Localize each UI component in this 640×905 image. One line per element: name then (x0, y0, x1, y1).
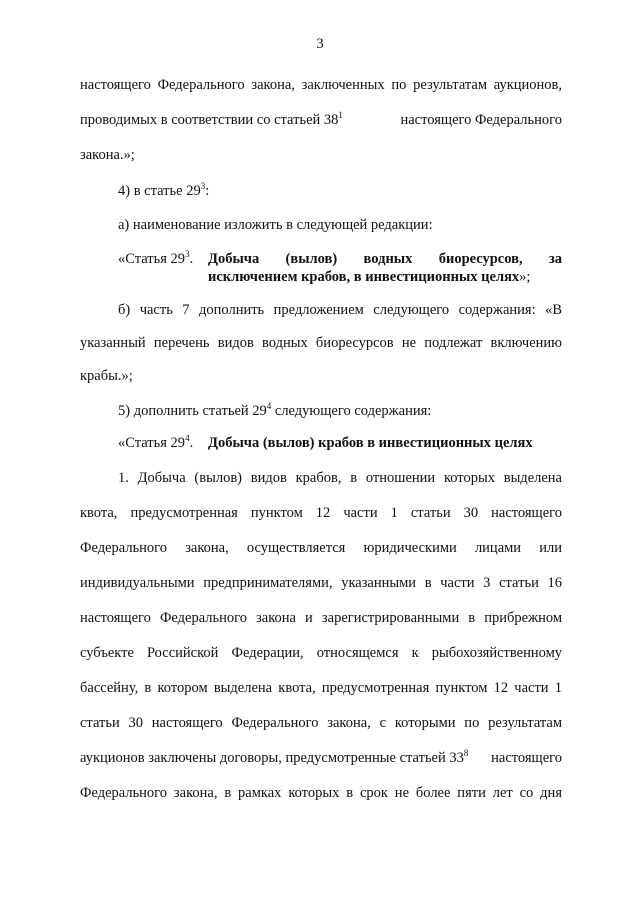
superscript: 3 (200, 181, 206, 191)
list-item-text: 4) в статье 29 (118, 183, 201, 199)
paragraph-line (80, 749, 562, 767)
paragraph-line: настоящего Федерального закона, заключенных по результатам аукционов, (80, 77, 562, 93)
superscript: 3 (185, 249, 190, 259)
list-item-text: следующего содержания: (271, 403, 432, 419)
article-heading-line: Добыча (вылов) водных биоресурсов, за (208, 251, 562, 267)
paragraph-text: аукционов заключены договоры, предусмотренные статьей 33 (80, 750, 464, 766)
paragraph-line: б) часть 7 дополнить предложением следующего содержания: «В (118, 302, 562, 318)
superscript: 8 (463, 748, 469, 758)
paragraph-line: квота, предусмотренная пунктом 12 части 1 статьи 30 настоящего (80, 505, 562, 521)
paragraph-line: закона.»; (80, 147, 135, 163)
article-label (118, 250, 193, 268)
superscript: 1 (338, 110, 343, 120)
article-heading-line (208, 268, 562, 286)
paragraph-line: бассейну, в котором выделена квота, предусмотренная пунктом 12 части 1 (80, 680, 562, 696)
list-item-5 (118, 402, 562, 420)
article-label (118, 434, 193, 452)
article-heading-tail: »; (519, 269, 531, 285)
paragraph-line: Федерального закона, осуществляется юридическими лицами или (80, 540, 562, 556)
paragraph-text: настоящего Федерального (400, 112, 562, 128)
article-label-text: «Статья 29 (118, 251, 186, 267)
paragraph-line: крабы.»; (80, 368, 133, 384)
page-number: 3 (316, 36, 324, 52)
article-heading-line: Добыча (вылов) крабов в инвестиционных целях (208, 435, 533, 451)
superscript: 4 (185, 433, 190, 443)
list-item-text: 5) дополнить статьей 29 (118, 403, 267, 419)
paragraph-text: настоящего (491, 750, 562, 766)
list-item-4a: а) наименование изложить в следующей редакции: (118, 217, 433, 233)
paragraph-line: 1. Добыча (вылов) видов крабов, в отношении которых выделена (118, 470, 562, 486)
superscript: 4 (266, 401, 272, 411)
paragraph-line: настоящего Федерального закона и зарегистрированными в прибрежном (80, 610, 562, 626)
article-heading-text: исключением крабов, в инвестиционных целях (208, 269, 520, 285)
paragraph-line: статьи 30 настоящего Федерального закона, с которыми по результатам (80, 715, 562, 731)
article-label-text: «Статья 29 (118, 435, 186, 451)
paragraph-line: Федерального закона, в рамках которых в срок не более пяти лет со дня (80, 785, 562, 801)
paragraph-text: проводимых в соответствии со статьей 38 (80, 112, 339, 128)
article-heading (208, 434, 562, 452)
article-label-dot: . (189, 435, 194, 451)
list-item-4 (118, 182, 562, 200)
paragraph-line (80, 111, 562, 129)
list-item-text: : (205, 183, 210, 199)
paragraph-line: указанный перечень видов водных биоресурсов не подлежат включению (80, 335, 562, 351)
paragraph-line: субъекте Российской Федерации, относящемся к рыбохозяйственному (80, 645, 562, 661)
article-label-dot: . (189, 251, 194, 267)
article-heading (208, 250, 562, 286)
paragraph-line: индивидуальными предпринимателями, указанными в части 3 статьи 16 (80, 575, 562, 591)
